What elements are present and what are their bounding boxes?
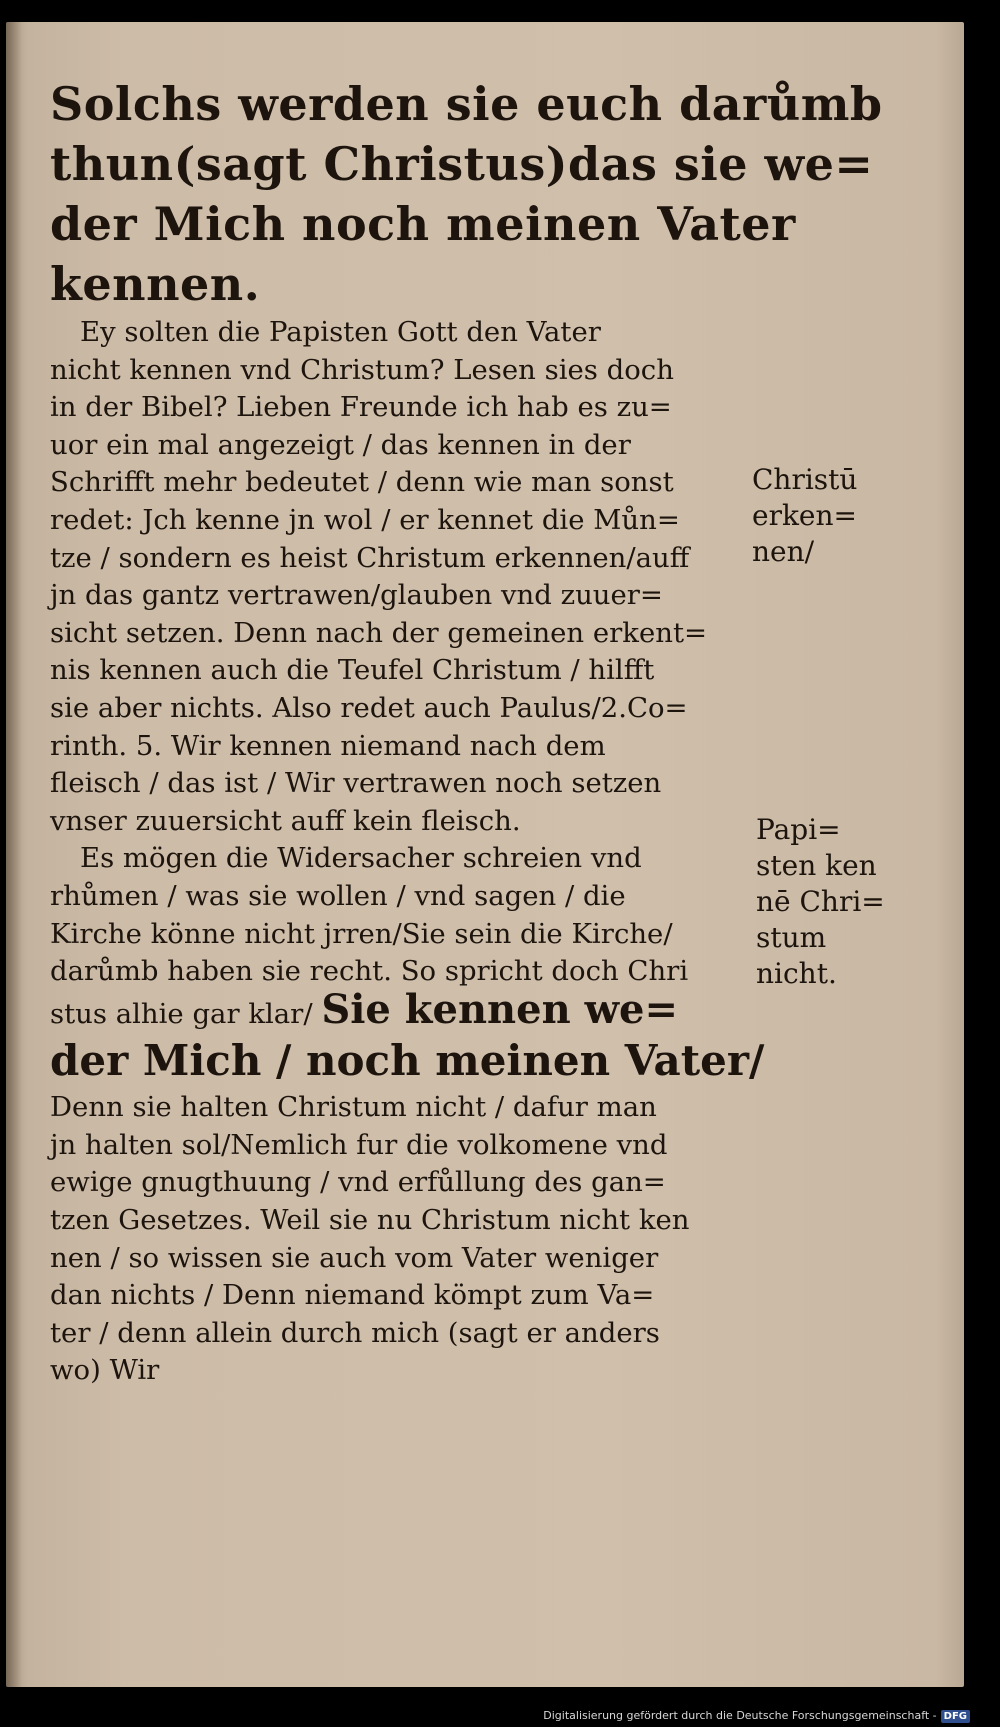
text-line: Es mögen die Widersacher schreien vnd xyxy=(80,842,642,875)
text-line: tze / sondern es heist Christum erkennen/auff xyxy=(50,541,690,574)
text-fragment: wo) xyxy=(50,1354,101,1387)
paragraph-1 xyxy=(50,314,750,840)
marginal-line: nen/ xyxy=(752,535,815,568)
page-fold-shadow xyxy=(6,22,22,1687)
text-line: redet: Jch kenne jn wol / er kennet die Můn= xyxy=(50,503,680,536)
text-line: nis kennen auch die Teufel Christum / hilfft xyxy=(50,654,655,687)
text-line: dan nichts / Denn niemand kömpt zum Va= xyxy=(50,1279,655,1312)
funding-credit-text: Digitalisierung gefördert durch die Deutsche Forschungsgemeinschaft - xyxy=(543,1709,937,1722)
text-line: Denn sie halten Christum nicht / dafur man xyxy=(50,1091,657,1124)
text-line: nicht kennen vnd Christum? Lesen sies doch xyxy=(50,353,674,386)
text-line: nen / so wissen sie auch vom Vater weniger xyxy=(50,1241,659,1274)
page-heading xyxy=(50,74,883,314)
dfg-logo: DFG xyxy=(941,1710,970,1723)
text-line-mixed xyxy=(50,985,750,1034)
paragraph-2 xyxy=(50,840,765,1089)
heading-line: kennen. xyxy=(50,257,261,311)
heading-line: Solchs werden sie euch darůmb xyxy=(50,77,883,131)
heading-line: der Mich noch meinen Vater xyxy=(50,197,796,251)
funding-credit xyxy=(543,1709,970,1723)
text-line: vnser zuuersicht auff kein fleisch. xyxy=(50,804,521,837)
paragraph-3 xyxy=(50,1089,750,1390)
marginal-line: nicht. xyxy=(756,957,837,990)
text-line: rhůmen / was sie wollen / vnd sagen / die xyxy=(50,879,626,912)
text-line: jn halten sol/Nemlich fur die volkomene vnd xyxy=(50,1128,668,1161)
text-line: Ey solten die Papisten Gott den Vater xyxy=(80,316,601,348)
emphasized-quote-line: der Mich / noch meinen Vater/ xyxy=(50,1036,765,1086)
last-line xyxy=(50,1352,740,1390)
catchword: Wir xyxy=(109,1354,160,1387)
text-line: Kirche könne nicht jrren/Sie sein die Kirche/ xyxy=(50,917,673,950)
marginal-line: sten ken xyxy=(756,849,877,882)
marginal-line: erken= xyxy=(752,499,857,532)
text-line: ter / denn allein durch mich (sagt er anders xyxy=(50,1316,660,1349)
text-line: Schrifft mehr bedeutet / denn wie man sonst xyxy=(50,466,674,499)
text-line: rinth. 5. Wir kennen niemand nach dem xyxy=(50,729,606,762)
text-line: fleisch / das ist / Wir vertrawen noch setzen xyxy=(50,767,662,800)
text-line: uor ein mal angezeigt / das kennen in der xyxy=(50,428,631,461)
text-line: tzen Gesetzes. Weil sie nu Christum nicht ken xyxy=(50,1204,690,1237)
text-line: jn das gantz vertrawen/glauben vnd zuuer= xyxy=(50,579,663,612)
text-line: darůmb haben sie recht. So spricht doch Chri xyxy=(50,955,689,988)
marginal-line: Papi= xyxy=(756,813,841,846)
marginal-line: Christū xyxy=(752,463,858,496)
marginal-line: stum xyxy=(756,921,827,954)
text-line: sie aber nichts. Also redet auch Paulus/2.Co= xyxy=(50,691,688,724)
text-line: ewige gnugthuung / vnd erfůllung des gan= xyxy=(50,1166,666,1199)
emphasized-quote: Sie kennen we= xyxy=(321,985,678,1033)
marginal-line: nē Chri= xyxy=(756,885,885,918)
heading-line: thun(sagt Christus)das sie we= xyxy=(50,137,874,191)
marginal-note-1 xyxy=(752,462,857,570)
text-line: sicht setzen. Denn nach der gemeinen erkent= xyxy=(50,616,708,649)
text-fragment: stus alhie gar klar/ xyxy=(50,997,313,1030)
text-line: in der Bibel? Lieben Freunde ich hab es zu= xyxy=(50,391,672,424)
marginal-note-2 xyxy=(756,812,885,992)
